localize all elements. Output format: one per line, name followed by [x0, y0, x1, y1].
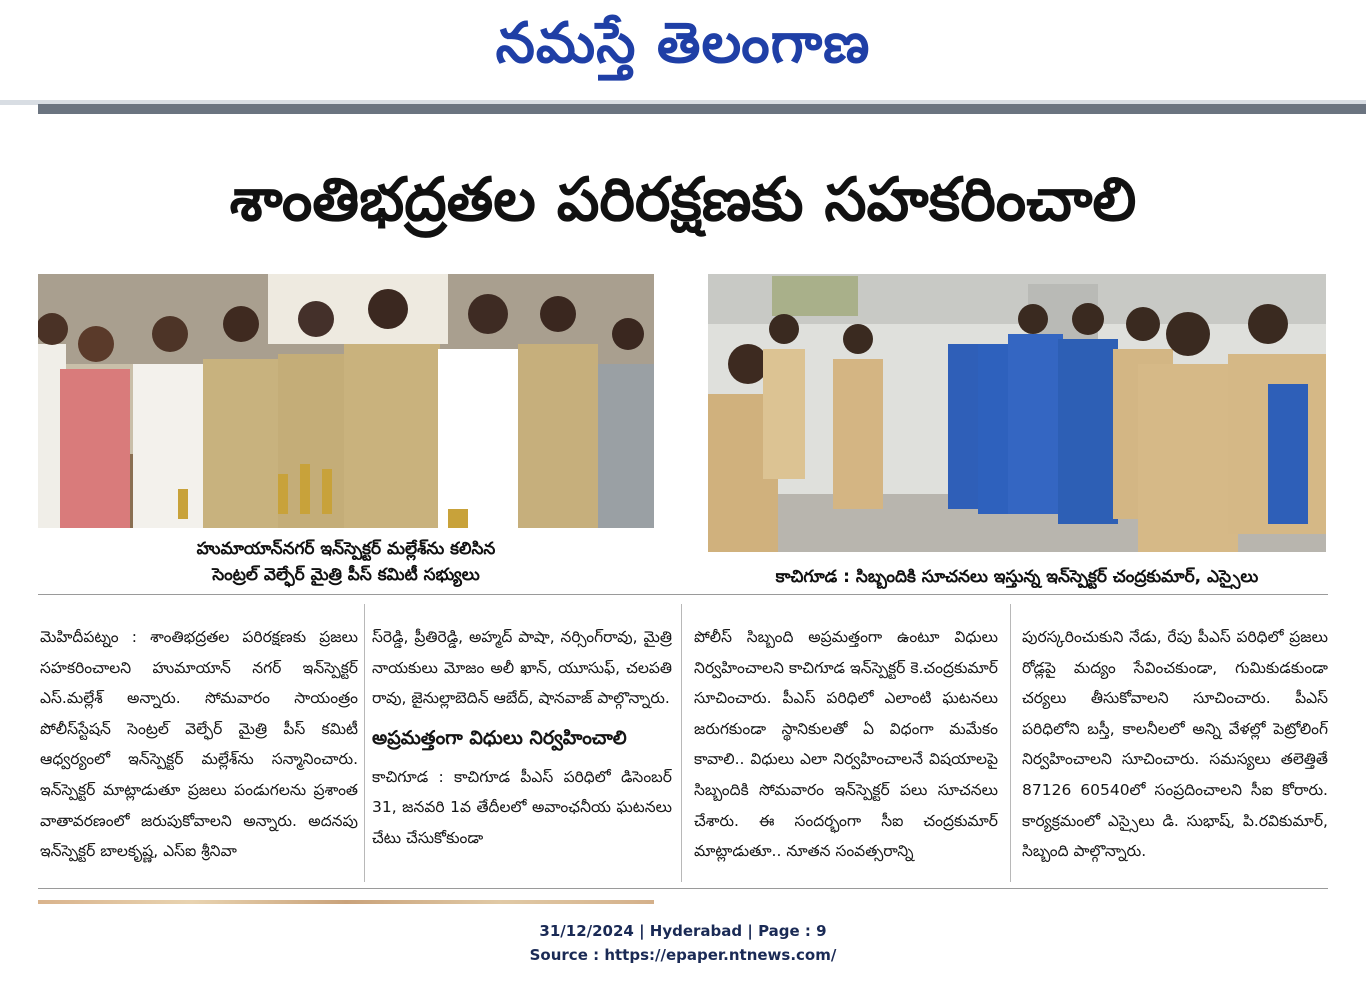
- photo-left-image: [38, 274, 654, 528]
- article-subheading: అప్రమత్తంగా విధులు నిర్వహించాలి: [372, 726, 627, 749]
- column-rule-2: [681, 604, 682, 882]
- article-paragraph-3: కాచిగూడ : కాచిగూడ పీఎస్ పరిధిలో డిసెంబర్ 31, జనవరి 1వ తేదీలలో అవాంఛనీయ ఘటనలు చేటు చేసుకోకుండా: [372, 767, 672, 847]
- article-paragraph-5: పురస్కరించుకుని నేడు, రేపు పీఎస్ పరిధిలో ప్రజలు రోడ్లపై మద్యం సేవించకుండా, గుమికుడకుండా చర్యలు తీసుకోవాలని సూచించారు. పీఎస్ పరిధిలోని బస్తీ, కాలనీలలో అన్ని వేళల్లో పెట్రోలింగ్ నిర్వహించాలని సూచించారు. సమస్యలు తలెత్తితే 87126 60540లో సంప్రదించాలని సీఐ కోరారు. కార్యక్రమంలో ఎస్సైలు డి. సుభాష్, పి.రవికుమార్, సిబ్బంది పాల్గొన్నారు.: [1022, 628, 1328, 861]
- article-bottom-rule: [38, 888, 1328, 889]
- article-paragraph-1: మెహిదీపట్నం : శాంతిభద్రతల పరిరక్షణకు ప్రజలు సహకరించాలని హుమాయాన్ నగర్ ఇన్‌స్పెక్టర్ ఎస్.మల్లేశ్ అన్నారు. సోమవారం సాయంత్రం పోలీస్‌స్టేషన్ సెంట్రల్ వెల్ఫేర్ మైత్రి పీస్ కమిటీ ఆధ్వర్యంలో ఇన్‌స్పెక్టర్ మల్లేశ్‌ను సన్మానించారు. ఇన్‌స్పెక్టర్ మాట్లాడుతూ ప్రజలు పండుగలను ప్రశాంత వాతావరణంలో జరుపుకోవాలని అన్నారు. అదనపు ఇన్‌స్పెక్టర్ బాలకృష్ణ, ఎస్ఐ శ్రీనివా: [40, 628, 358, 861]
- column-rule-1: [364, 604, 365, 882]
- photo-right-image: [708, 274, 1326, 552]
- masthead-rule-dark: [38, 104, 1366, 114]
- photo-left: [38, 274, 654, 528]
- adjacent-ad-strip: [38, 900, 654, 904]
- article-paragraph-2: స్‌రెడ్డి, ప్రీతిరెడ్డి, అహ్మద్ పాషా, నర్సింగ్‌రావు, మైత్రి నాయకులు మోజం అలీ ఖాన్, యూసుఫ్, చలపతి రావు, జైనుల్లాబెదిన్ ఆబేద్, షానవాజ్ పాల్గొన్నారు.: [372, 628, 672, 708]
- masthead: [0, 0, 1366, 100]
- photo-left-caption-line1: హుమాయాన్‌నగర్ ఇన్‌స్పెక్టర్ మల్లేశ్‌ను కలిసిన: [196, 539, 496, 559]
- footer-source-link[interactable]: Source : https://epaper.ntnews.com/: [529, 946, 837, 964]
- article-headline: శాంతిభద్రతల పరిరక్షణకు సహకరించాలి: [229, 165, 1137, 235]
- article-column-4: [1022, 622, 1328, 884]
- photo-right-caption-text: కాచిగూడ : సిబ్బందికి సూచనలు ఇస్తున్న ఇన్‌స్పెక్టర్ చంద్రకుమార్, ఎస్సైలు: [775, 567, 1259, 587]
- column-rule-3: [1010, 604, 1011, 882]
- newspaper-logo: నమస్తే తెలంగాణ: [495, 11, 871, 76]
- footer-date-page: 31/12/2024 | Hyderabad | Page : 9: [539, 922, 827, 940]
- article-column-2: [372, 622, 672, 884]
- photo-right: [708, 274, 1326, 552]
- photo-right-caption: [708, 564, 1326, 590]
- article-paragraph-4: పోలీస్ సిబ్బంది అప్రమత్తంగా ఉంటూ విధులు నిర్వహించాలని కాచిగూడ ఇన్‌స్పెక్టర్ కె.చంద్రకుమార్ సూచించారు. పీఎస్ పరిధిలో ఎలాంటి ఘటనలు జరుగకుండా స్థానికులతో ఏ విధంగా మమేకం కావాలి.. విధులు ఎలా నిర్వహించాలనే విషయాలపై సిబ్బందికి సోమవారం ఇన్‌స్పెక్టర్ పలు సూచనలు చేశారు. ఈ సందర్భంగా సీఐ చంద్రకుమార్ మాట్లాడుతూ.. నూతన సంవత్సరాన్ని: [694, 628, 998, 861]
- article-column-3: [694, 622, 998, 884]
- photo-left-caption-line2: సెంట్రల్ వెల్ఫేర్ మైత్రి పీస్ కమిటీ సభ్యులు: [212, 565, 480, 585]
- caption-divider: [38, 594, 1328, 595]
- photo-left-caption: [38, 536, 654, 588]
- article-column-1: [40, 622, 358, 884]
